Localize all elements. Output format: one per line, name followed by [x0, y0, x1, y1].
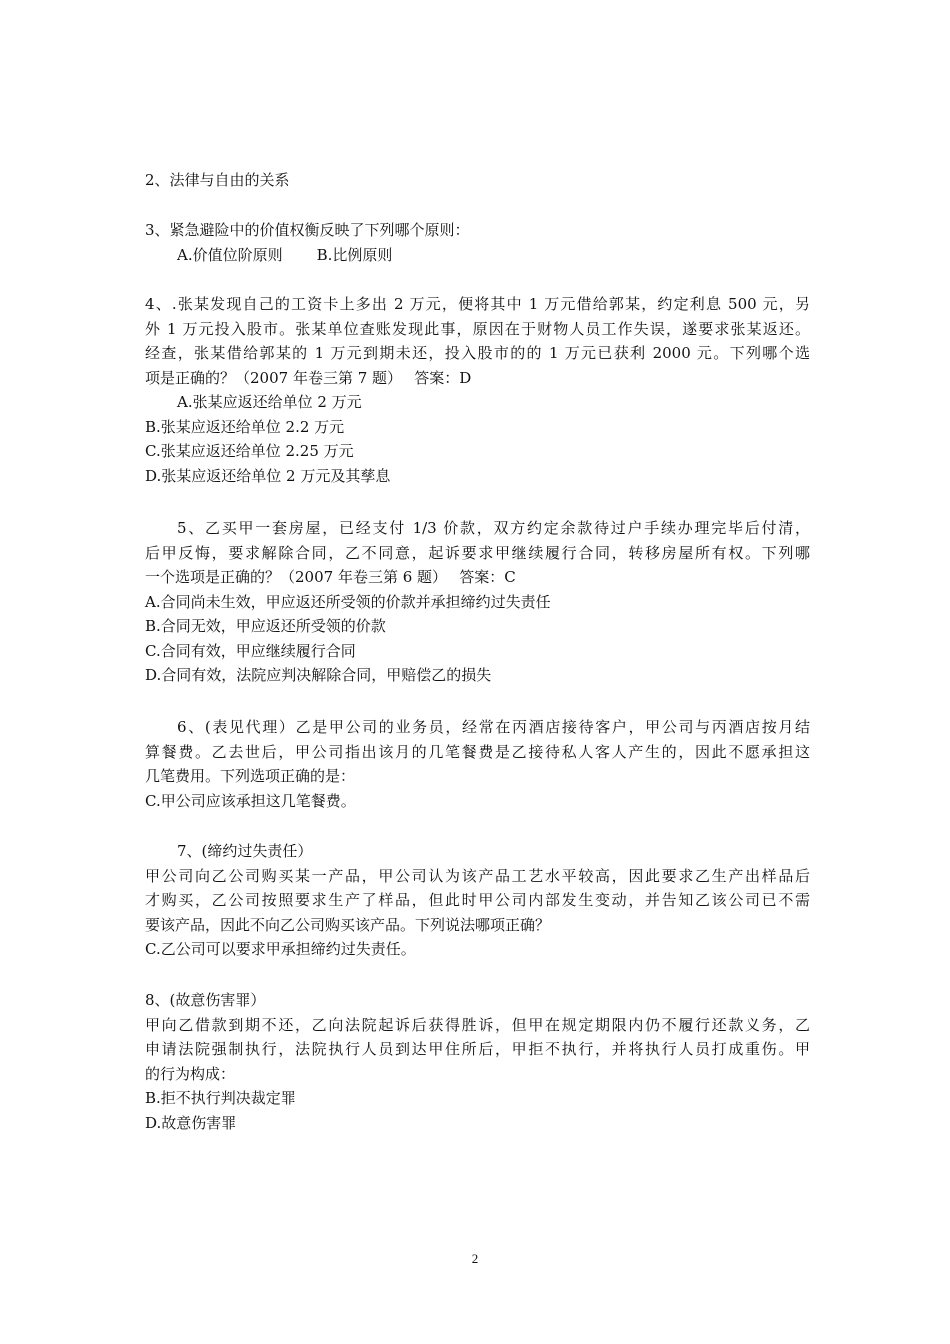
question-8-line-3: 的行为构成： — [145, 1064, 236, 1083]
question-3-option-b: B.比例原则 — [316, 245, 393, 264]
question-5-line-2: 后甲反悔，要求解除合同，乙不同意，起诉要求甲继续履行合同，转移房屋所有权。下列哪 — [145, 543, 810, 562]
question-4-line-2: 外 1 万元投入股市。张某单位查账发现此事，原因在于财物人员工作失误，遂要求张某返还。 — [145, 319, 810, 338]
question-7-answer: C.乙公司可以要求甲承担缔约过失责任。 — [145, 940, 416, 958]
question-2 — [145, 168, 810, 193]
question-3 — [145, 218, 810, 267]
document-page — [145, 0, 810, 1344]
question-6-line-3: 几笔费用。下列选项正确的是： — [145, 767, 356, 785]
question-5-option-a: A.合同尚未生效，甲应返还所受领的价款并承担缔约过失责任 — [145, 592, 551, 611]
question-4-option-d: D.张某应返还给单位 2 万元及其孳息 — [145, 466, 391, 485]
question-4-line-1: 4、.张某发现自己的工资卡上多出 2 万元，便将其中 1 万元借给郭某，约定利息 500 元，另 — [145, 295, 810, 313]
question-5-line-1: 5、乙买甲一套房屋，已经支付 1/3 价款，双方约定余款待过户手续办理完毕后付清， — [177, 519, 810, 537]
question-7-line-2: 才购买，乙公司按照要求生产了样品，但此时甲公司内部发生变动，并告知乙该公司已不需 — [145, 891, 810, 909]
question-7 — [145, 839, 810, 962]
question-7-line-1: 甲公司向乙公司购买某一产品，甲公司认为该产品工艺水平较高，因此要求乙生产出样品后 — [145, 866, 810, 885]
question-4 — [145, 292, 810, 488]
question-8-line-2: 申请法院强制执行，法院执行人员到达甲住所后，甲拒不执行，并将执行人员打成重伤。甲 — [145, 1040, 810, 1058]
question-6 — [145, 715, 810, 813]
question-8-answer-d: D.故意伤害罪 — [145, 1113, 237, 1132]
question-8-answer-b: B.拒不执行判决裁定罪 — [145, 1089, 296, 1107]
question-5-option-c: C.合同有效，甲应继续履行合同 — [145, 641, 356, 660]
question-3-title: 3、紧急避险中的价值权衡反映了下列哪个原则： — [145, 221, 470, 239]
question-3-option-a: A.价值位阶原则 — [177, 245, 283, 264]
question-2-title: 2、法律与自由的关系 — [145, 171, 290, 189]
question-4-line-3: 经查，张某借给郭某的 1 万元到期未还，投入股市的的 1 万元已获利 2000 元。下列哪个选 — [145, 344, 810, 362]
page-number: 2 — [471, 1251, 479, 1266]
question-7-line-3: 要该产品，因此不向乙公司购买该产品。下列说法哪项正确？ — [145, 915, 551, 934]
question-3-options — [145, 243, 810, 268]
question-4-option-c: C.张某应返还给单位 2.25 万元 — [145, 442, 354, 460]
question-5-option-d: D.合同有效，法院应判决解除合同，甲赔偿乙的损失 — [145, 666, 492, 684]
question-5-option-b: B.合同无效，甲应返还所受领的价款 — [145, 617, 386, 635]
question-4-line-4: 项是正确的？（2007 年卷三第 7 题） 答案：D — [145, 368, 472, 387]
question-5-line-3: 一个选项是正确的？（2007 年卷三第 6 题） 答案：C — [145, 568, 516, 586]
question-8-line-1: 甲向乙借款到期不还，乙向法院起诉后获得胜诉，但甲在规定期限内仍不履行还款义务，乙 — [145, 1015, 810, 1034]
question-8-title: 8、(故意伤害罪） — [145, 991, 266, 1009]
question-6-answer: C.甲公司应该承担这几笔餐费。 — [145, 791, 356, 810]
question-4-option-b: B.张某应返还给单位 2.2 万元 — [145, 417, 345, 436]
question-6-line-1: 6、(表见代理）乙是甲公司的业务员，经常在丙酒店接待客户，甲公司与丙酒店按月结 — [177, 718, 810, 736]
question-6-line-2: 算餐费。乙去世后，甲公司指出该月的几笔餐费是乙接待私人客人产生的，因此不愿承担这 — [145, 742, 810, 761]
question-5 — [145, 516, 810, 688]
question-7-title: 7、(缔约过失责任） — [177, 842, 313, 860]
question-8 — [145, 988, 810, 1135]
question-4-option-a: A.张某应返还给单位 2 万元 — [177, 393, 362, 411]
